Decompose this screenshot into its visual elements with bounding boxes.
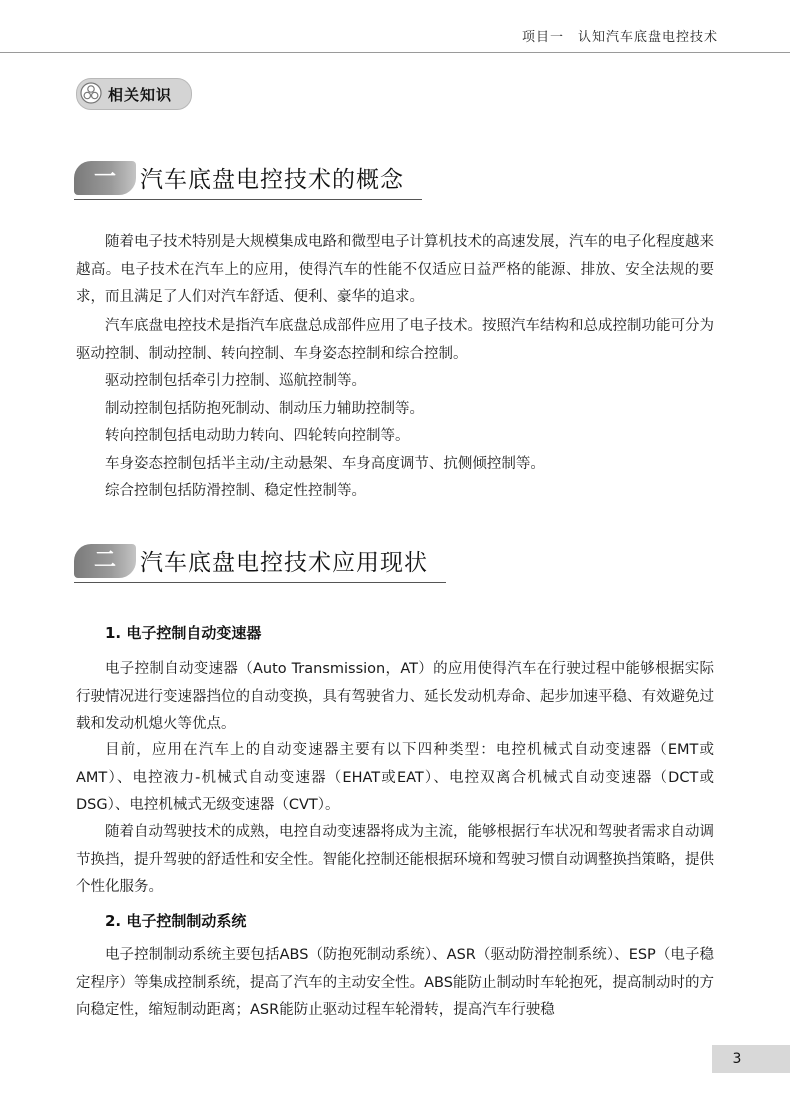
section-2-number: 二 xyxy=(93,548,116,573)
section-2-heading xyxy=(74,542,446,586)
running-header: 项目一 认知汽车底盘电控技术 xyxy=(521,30,718,45)
subsection-2-heading: 2. 电子控制制动系统 xyxy=(105,912,247,930)
paragraph: 随着自动驾驶技术的成熟，电控自动变速器将成为主流，能够根据行车状况和驾驶者需求自动调节换挡，提升驾驶的舒适性和安全性。智能化控制还能根据环境和驾驶习惯自动调整换挡策略，提供个性化服务。 xyxy=(76,824,714,895)
list-item: 综合控制包括防滑控制、稳定性控制等。 xyxy=(105,483,366,499)
list-item: 驱动控制包括牵引力控制、巡航控制等。 xyxy=(105,373,366,389)
paragraph: 电子控制自动变速器（Auto Transmission，AT）的应用使得汽车在行驶过程中能够根据实际行驶情况进行变速器挡位的自动变换，具有驾驶省力、延长发动机寿命、起步加速平稳、有效避免过载和发动机熄火等优点。 xyxy=(76,661,714,732)
paragraph: 电子控制制动系统主要包括ABS（防抱死制动系统）、ASR（驱动防滑控制系统）、ESP（电子稳定程序）等集成控制系统，提高了汽车的主动安全性。ABS能防止制动时车轮抱死，提高制动时的方向稳定性，缩短制动距离；ASR能防止驱动过程车轮滑转，提高汽车行驶稳 xyxy=(76,947,714,1018)
list-item: 转向控制包括电动助力转向、四轮转向控制等。 xyxy=(105,428,410,444)
section-2-title: 汽车底盘电控技术应用现状 xyxy=(140,550,428,576)
paragraph: 汽车底盘电控技术是指汽车底盘总成部件应用了电子技术。按照汽车结构和总成控制功能可分为驱动控制、制动控制、转向控制、车身姿态控制和综合控制。 xyxy=(76,318,714,362)
subsection-1-heading: 1. 电子控制自动变速器 xyxy=(105,624,262,642)
paragraph: 随着电子技术特别是大规模集成电路和微型电子计算机技术的高速发展，汽车的电子化程度越来越高。电子技术在汽车上的应用，使得汽车的性能不仅适应日益严格的能源、排放、安全法规的要求，而且满足了人们对汽车舒适、便利、豪华的追求。 xyxy=(76,234,714,305)
knowledge-badge xyxy=(76,78,192,110)
list-item: 制动控制包括防抱死制动、制动压力辅助控制等。 xyxy=(105,401,424,417)
section-2-rule xyxy=(74,582,446,583)
section-1-number: 一 xyxy=(93,165,116,190)
section-1-title: 汽车底盘电控技术的概念 xyxy=(140,167,404,193)
knowledge-label: 相关知识 xyxy=(108,86,173,104)
section-1-heading xyxy=(74,159,422,203)
header-rule xyxy=(0,52,790,53)
knowledge-icon xyxy=(80,82,102,104)
section-1-rule xyxy=(74,199,422,200)
page-number-box xyxy=(712,1045,790,1073)
page-number: 3 xyxy=(732,1051,742,1067)
paragraph: 目前，应用在汽车上的自动变速器主要有以下四种类型：电控机械式自动变速器（EMT或AMT）、电控液力-机械式自动变速器（EHAT或EAT）、电控双离合机械式自动变速器（DCT或DSG）、电控机械式无级变速器（CVT）。 xyxy=(76,742,714,813)
list-item: 车身姿态控制包括半主动/主动悬架、车身高度调节、抗侧倾控制等。 xyxy=(105,456,545,472)
